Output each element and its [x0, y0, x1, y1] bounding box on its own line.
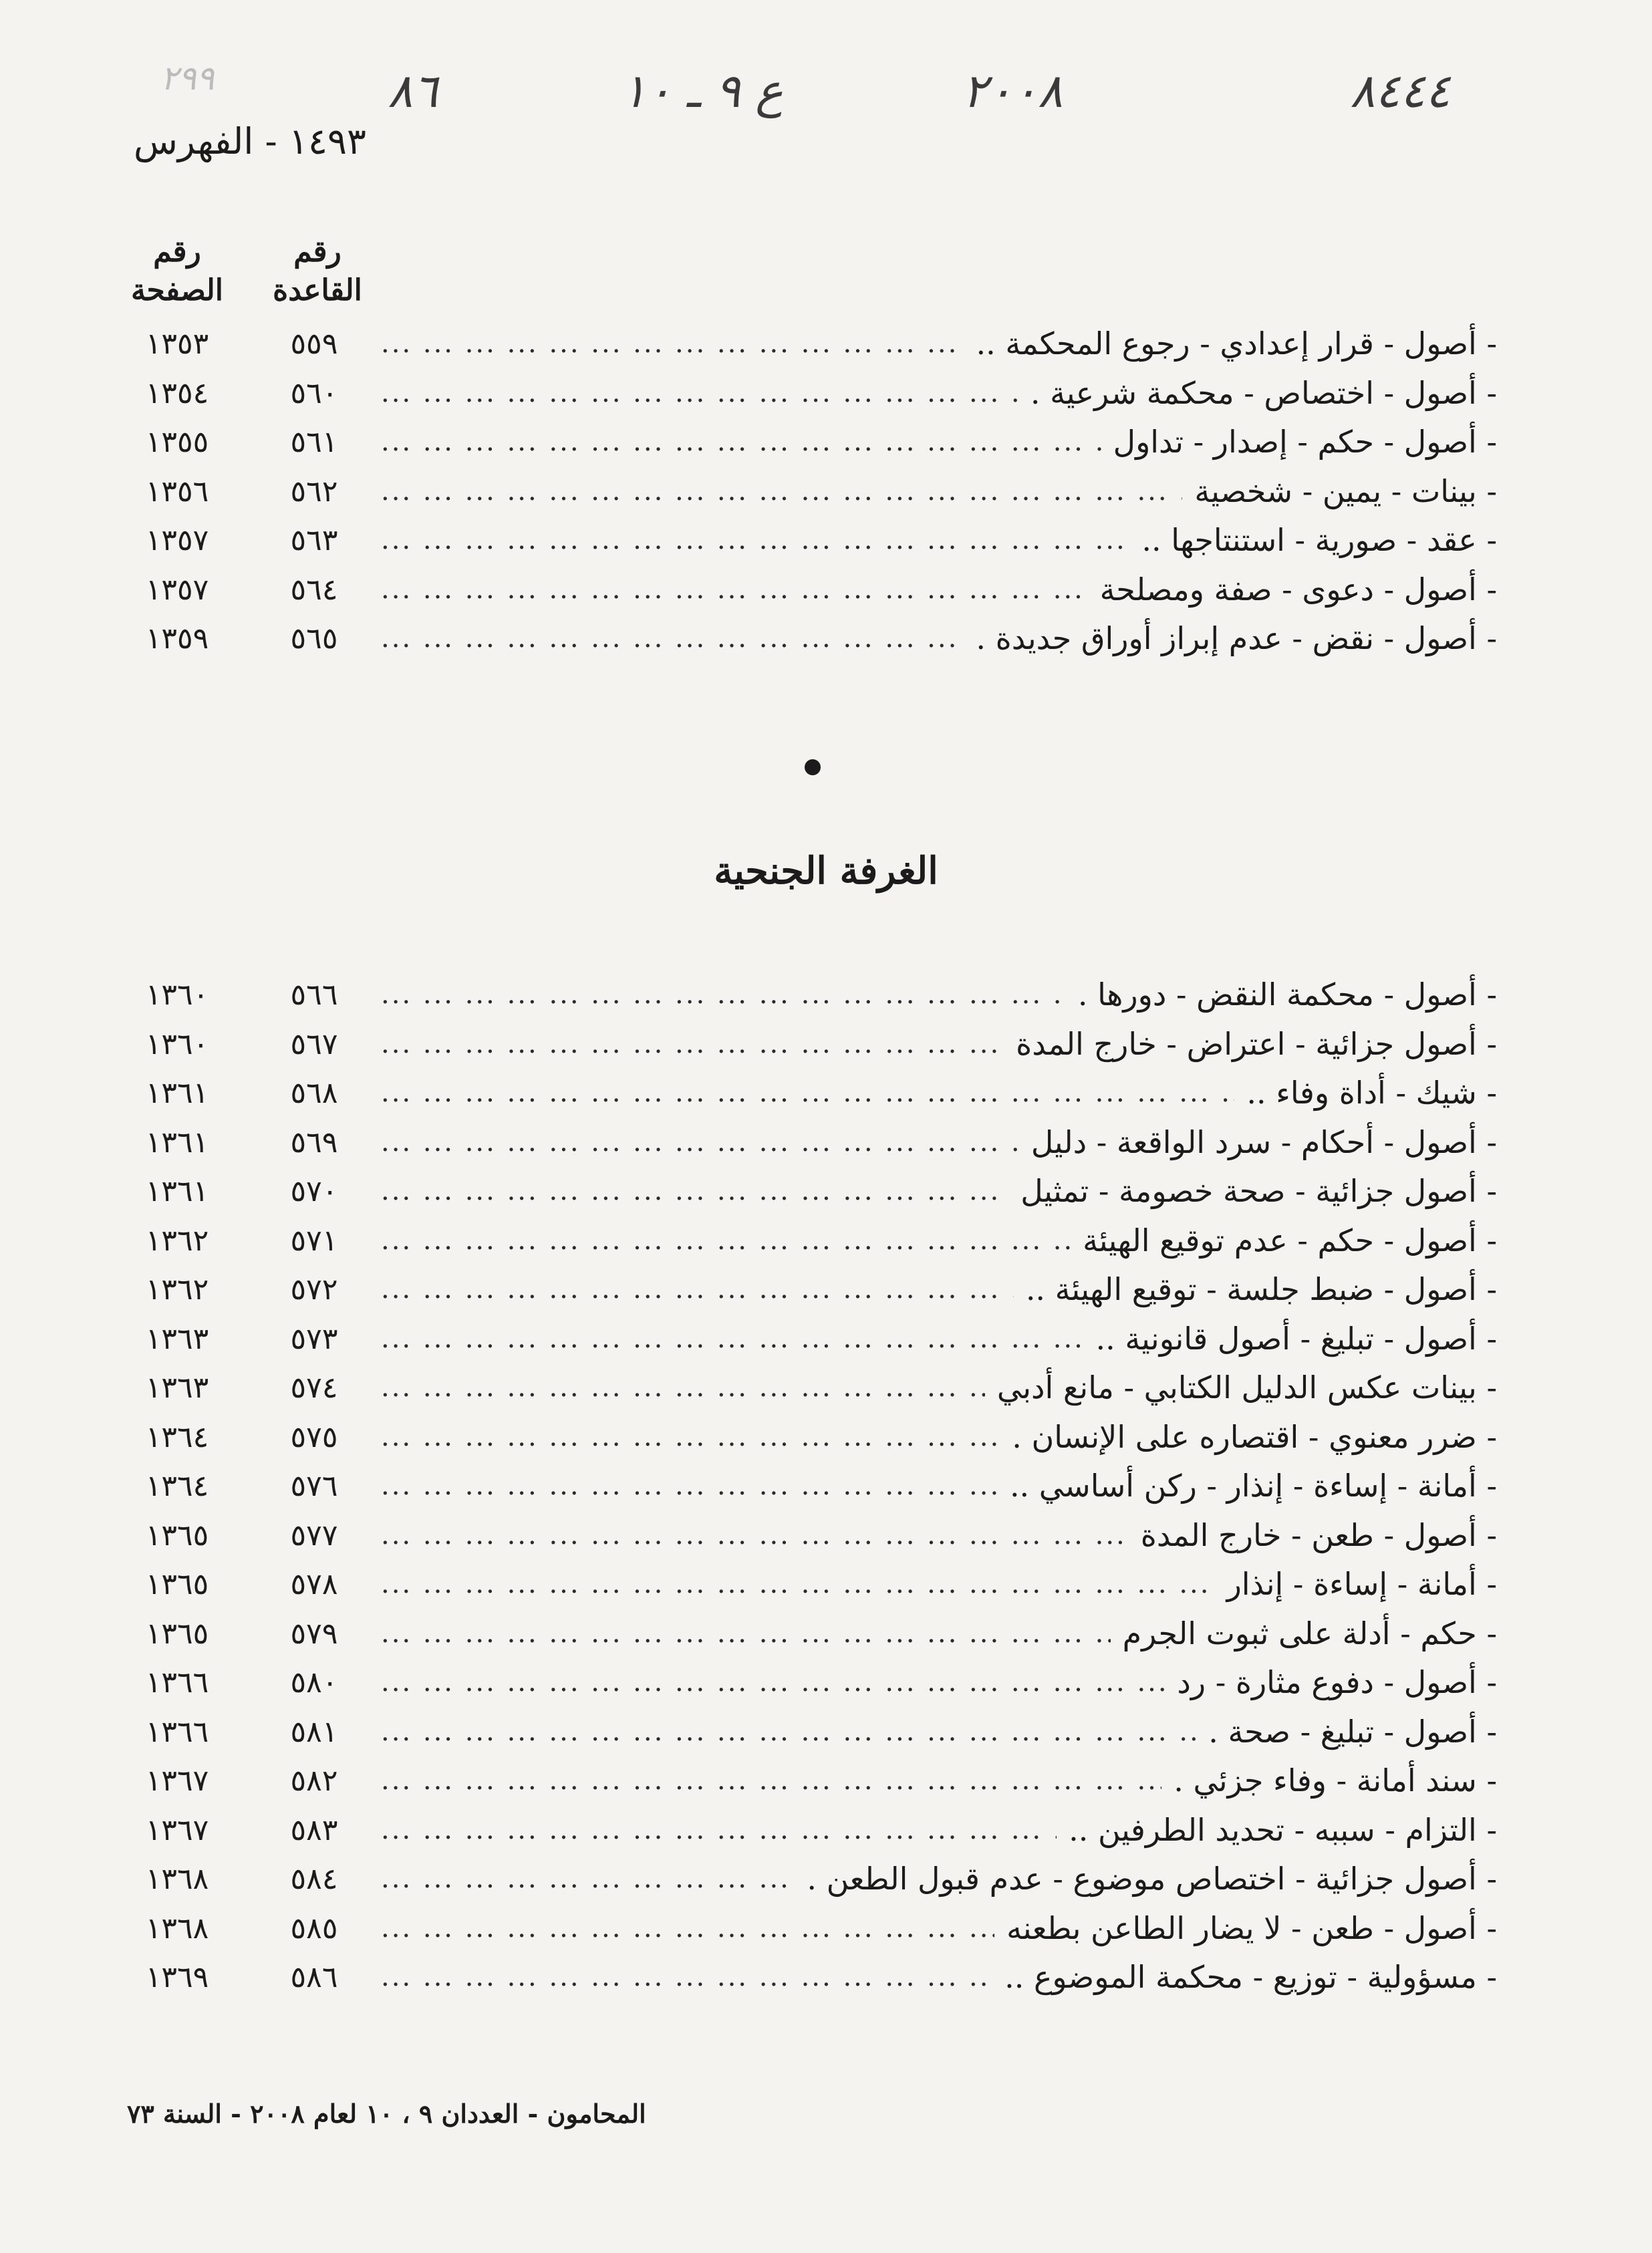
handwritten-note: ٢٠٠٨ — [962, 63, 1063, 118]
index-entry — [120, 1118, 1497, 1168]
index-list-civil — [120, 319, 1497, 664]
index-entry — [120, 1855, 1497, 1904]
index-entry — [120, 1216, 1497, 1266]
entry-title: - بينات - يمين - شخصية — [1194, 473, 1497, 509]
dot-leader — [381, 1462, 998, 1511]
column-header-line: رقم — [293, 235, 341, 269]
entry-title: - سند أمانة - وفاء جزئي . — [1174, 1762, 1497, 1799]
dot-leader — [381, 1953, 992, 2002]
dot-leader — [381, 418, 1101, 467]
rule-number: ٥٦٧ — [290, 1027, 338, 1061]
entry-title: - التزام - سببه - تحديد الطرفين .. — [1069, 1811, 1497, 1848]
rule-number: ٥٦١ — [290, 425, 338, 459]
index-entry — [120, 1609, 1497, 1659]
running-head: ١٤٩٣ - الفهرس — [134, 120, 366, 162]
page-number: ١٣٦٣ — [145, 1321, 209, 1356]
dot-leader — [381, 565, 1088, 615]
rule-number: ٥٦٠ — [290, 376, 338, 410]
entry-title: - أصول جزائية - اعتراض - خارج المدة — [1016, 1025, 1497, 1062]
dot-leader — [381, 1216, 1071, 1266]
dot-leader — [381, 369, 1018, 418]
index-entry — [120, 1560, 1497, 1609]
entry-title: - أصول - تبليغ - صحة . — [1208, 1713, 1497, 1750]
dot-leader — [381, 1658, 1165, 1708]
section-separator-dot — [805, 759, 821, 775]
rule-number: ٥٧٠ — [290, 1174, 338, 1208]
dot-leader — [381, 1609, 1111, 1659]
column-header-rule-number — [257, 233, 378, 310]
page-number: ١٣٦٨ — [145, 1911, 209, 1946]
dot-leader — [381, 1315, 1084, 1364]
entry-title: - أصول - حكم - عدم توقيع الهيئة — [1083, 1222, 1497, 1258]
index-entry — [120, 1953, 1497, 2002]
index-entry — [120, 516, 1497, 565]
index-entry — [120, 1511, 1497, 1561]
rule-number: ٥٧٢ — [290, 1273, 338, 1307]
entry-title: - أصول - محكمة النقض - دورها . — [1077, 976, 1497, 1013]
page-number: ١٣٦٩ — [145, 1960, 209, 1994]
column-header-line: القاعدة — [273, 273, 362, 307]
rule-number: ٥٨٢ — [290, 1764, 338, 1798]
entry-title: - أمانة - إساءة - إنذار — [1226, 1566, 1497, 1602]
index-entry — [120, 1708, 1497, 1757]
dot-leader — [381, 1167, 1008, 1216]
page-number: ١٣٥٧ — [145, 572, 209, 607]
dot-leader — [381, 1511, 1129, 1561]
rule-number: ٥٧١ — [290, 1223, 338, 1258]
page-number: ١٣٦٦ — [145, 1714, 209, 1749]
page-number: ١٣٦٠ — [145, 978, 209, 1012]
handwritten-note: ع ٩ ـ ١٠ — [622, 63, 783, 118]
rule-number: ٥٦٢ — [290, 474, 338, 509]
column-header-line: رقم — [153, 235, 201, 269]
page-number: ١٣٥٦ — [145, 474, 209, 509]
index-entry — [120, 614, 1497, 664]
index-entry — [120, 1020, 1497, 1069]
index-entry — [120, 1658, 1497, 1708]
column-header-page-number — [117, 233, 237, 310]
rule-number: ٥٨٤ — [290, 1862, 338, 1896]
entry-title: - أصول - طعن - خارج المدة — [1140, 1516, 1497, 1553]
index-entry — [120, 319, 1497, 369]
page-number: ١٣٦٥ — [145, 1616, 209, 1651]
dot-leader — [381, 1560, 1215, 1609]
entry-title: - أصول - دعوى - صفة ومصلحة — [1099, 571, 1497, 608]
entry-title: - أصول - حكم - إصدار - تداول — [1113, 424, 1497, 460]
dot-leader — [381, 1020, 1004, 1069]
page-number: ١٣٥٩ — [145, 622, 209, 656]
rule-number: ٥٨١ — [290, 1714, 338, 1749]
entry-title: - أصول - أحكام - سرد الواقعة - دليل — [1030, 1123, 1497, 1160]
rule-number: ٥٧٤ — [290, 1371, 338, 1405]
page-number: ١٣٥٣ — [145, 327, 209, 361]
entry-title: - حكم - أدلة على ثبوت الجرم — [1122, 1615, 1497, 1651]
page-number: ١٣٦٤ — [145, 1469, 209, 1503]
rule-number: ٥٦٦ — [290, 978, 338, 1012]
index-entry — [120, 1315, 1497, 1364]
entry-title: - أصول جزائية - صحة خصومة - تمثيل — [1020, 1173, 1497, 1209]
dot-leader — [381, 1413, 1000, 1462]
rule-number: ٥٧٧ — [290, 1518, 338, 1553]
dot-leader — [381, 1363, 985, 1413]
rule-number: ٥٨٥ — [290, 1911, 338, 1946]
page-number: ١٣٥٤ — [145, 376, 209, 410]
rule-number: ٥٧٣ — [290, 1321, 338, 1356]
entry-title: - أصول - اختصاص - محكمة شرعية . — [1030, 374, 1497, 411]
page-number: ١٣٥٥ — [145, 425, 209, 459]
index-entry — [120, 1413, 1497, 1462]
rule-number: ٥٦٨ — [290, 1076, 338, 1110]
rule-number: ٥٦٣ — [290, 523, 338, 557]
page-number: ١٣٦٧ — [145, 1764, 209, 1798]
dot-leader — [381, 1708, 1196, 1757]
entry-title: - مسؤولية - توزيع - محكمة الموضوع .. — [1004, 1959, 1497, 1995]
entry-title: - أصول - طعن - لا يضار الطاعن بطعنه — [1006, 1909, 1497, 1946]
rule-number: ٥٧٨ — [290, 1567, 338, 1601]
section-title: الغرفة الجنحية — [714, 849, 938, 893]
handwritten-note: ٨٤٤٤ — [1350, 63, 1451, 118]
column-header-line: الصفحة — [130, 273, 224, 307]
index-entry — [120, 565, 1497, 615]
entry-title: - أصول - ضبط جلسة - توقيع الهيئة .. — [1025, 1271, 1497, 1307]
dot-leader — [381, 1904, 994, 1954]
entry-title: - أمانة - إساءة - إنذار - ركن أساسي .. — [1009, 1468, 1497, 1504]
dot-leader — [381, 970, 1066, 1020]
index-list-misdemeanor-chamber — [120, 970, 1497, 2002]
page-number: ١٣٦٨ — [145, 1862, 209, 1896]
entry-title: - ضرر معنوي - اقتصاره على الإنسان . — [1012, 1418, 1497, 1455]
rule-number: ٥٥٩ — [290, 327, 338, 361]
index-entry — [120, 1363, 1497, 1413]
index-entry — [120, 970, 1497, 1020]
page-number: ١٣٦٧ — [145, 1813, 209, 1847]
index-entry — [120, 1462, 1497, 1511]
index-entry — [120, 1167, 1497, 1216]
dot-leader — [381, 467, 1182, 517]
entry-title: - شيك - أداة وفاء .. — [1246, 1075, 1497, 1111]
handwritten-note: ٨٦ — [388, 63, 438, 118]
rule-number: ٥٨٣ — [290, 1813, 338, 1847]
entry-title: - بينات عكس الدليل الكتابي - مانع أدبي — [996, 1369, 1497, 1406]
page-number: ١٣٦٠ — [145, 1027, 209, 1061]
page-number: ١٣٦٣ — [145, 1371, 209, 1405]
dot-leader — [381, 1265, 1014, 1315]
rule-number: ٥٨٦ — [290, 1960, 338, 1994]
rule-number: ٥٦٤ — [290, 572, 338, 607]
page-number: ١٣٦٦ — [145, 1666, 209, 1700]
entry-title: - أصول - تبليغ - أصول قانونية .. — [1095, 1320, 1497, 1357]
rule-number: ٥٨٠ — [290, 1666, 338, 1700]
index-entry — [120, 418, 1497, 467]
index-entry — [120, 1069, 1497, 1118]
index-entry — [120, 369, 1497, 418]
rule-number: ٥٦٥ — [290, 622, 338, 656]
handwritten-note: ٢٩٩ — [160, 59, 215, 98]
page-number: ١٣٦٤ — [145, 1420, 209, 1454]
index-entry — [120, 1265, 1497, 1315]
dot-leader — [381, 614, 964, 664]
page-footer: المحامون - العددان ٩ ، ١٠ لعام ٢٠٠٨ - السنة ٧٣ — [127, 2099, 646, 2129]
page-number: ١٣٦١ — [145, 1174, 209, 1208]
entry-title: - أصول - قرار إعدادي - رجوع المحكمة .. — [976, 325, 1497, 362]
page-number: ١٣٦١ — [145, 1125, 209, 1160]
index-entry — [120, 467, 1497, 517]
entry-title: - أصول جزائية - اختصاص موضوع - عدم قبول الطعن . — [807, 1861, 1497, 1897]
dot-leader — [381, 1855, 795, 1904]
dot-leader — [381, 1069, 1234, 1118]
dot-leader — [381, 516, 1129, 565]
rule-number: ٥٧٥ — [290, 1420, 338, 1454]
index-entry — [120, 1756, 1497, 1806]
entry-title: - عقد - صورية - استنتاجها .. — [1141, 522, 1497, 558]
dot-leader — [381, 1756, 1161, 1806]
page-number: ١٣٥٧ — [145, 523, 209, 557]
index-entry — [120, 1904, 1497, 1954]
page-number: ١٣٦٥ — [145, 1518, 209, 1553]
page-number: ١٣٦٥ — [145, 1567, 209, 1601]
dot-leader — [381, 1118, 1019, 1168]
page-number: ١٣٦١ — [145, 1076, 209, 1110]
page-number: ١٣٦٢ — [145, 1223, 209, 1258]
rule-number: ٥٧٩ — [290, 1616, 338, 1651]
entry-title: - أصول - دفوع مثارة - رد — [1177, 1664, 1497, 1700]
rule-number: ٥٧٦ — [290, 1469, 338, 1503]
page-number: ١٣٦٢ — [145, 1273, 209, 1307]
dot-leader — [381, 319, 964, 369]
index-entry — [120, 1806, 1497, 1855]
dot-leader — [381, 1806, 1057, 1855]
rule-number: ٥٦٩ — [290, 1125, 338, 1160]
entry-title: - أصول - نقض - عدم إبراز أوراق جديدة . — [976, 620, 1497, 656]
